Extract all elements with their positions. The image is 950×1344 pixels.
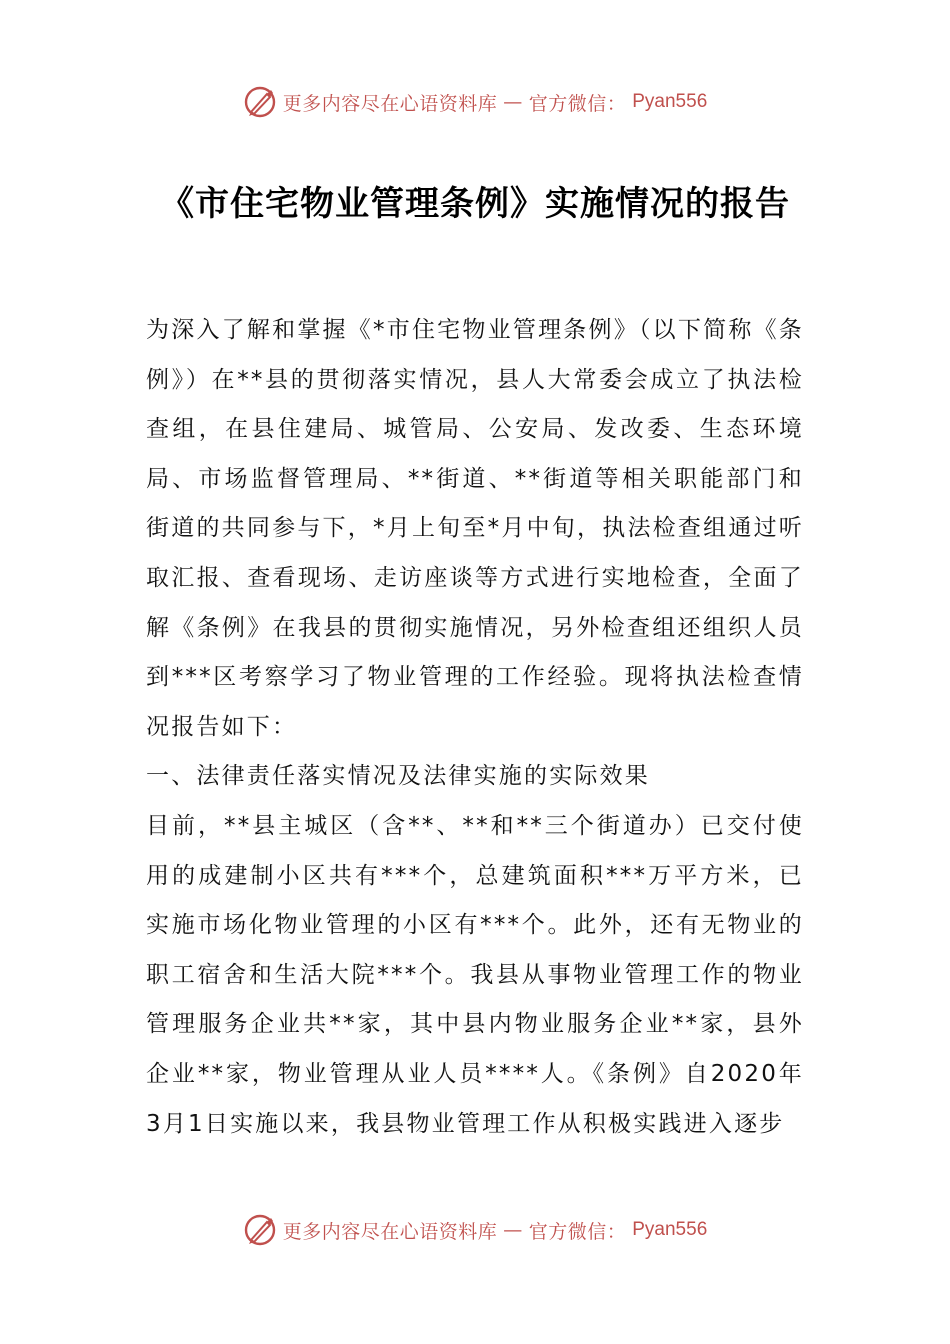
watermark-handle: Pyan556 — [632, 91, 708, 112]
document-body — [146, 306, 804, 1149]
watermark-footer — [0, 1210, 950, 1250]
watermark-label: 官方微信： — [528, 1220, 627, 1243]
watermark-header — [0, 82, 950, 122]
intro-paragraph: 为深入了解和掌握《*市住宅物业管理条例》（以下简称《条例》）在**县的贯彻落实情况，县人大常委会成立了执法检查组，在县住建局、城管局、公安局、发改委、生态环境局、市场监督管理局、**街道、**街道等相关职能部门和街道的共同参与下，*月上旬至*月中旬，执法检查组通过听取汇报、查看现场、走访座谈等方式进行实地检查，全面了解《条例》在我县的贯彻实施情况，另外检查组还组织人员到***区考察学习了物业管理的工作经验。现将执法检查情况报告如下： — [146, 317, 804, 740]
watermark-handle: Pyan556 — [632, 1219, 708, 1240]
watermark-label: 官方微信： — [528, 92, 627, 115]
pen-logo-icon — [243, 85, 277, 119]
pen-logo-icon — [243, 1213, 277, 1247]
section-paragraph: 目前，**县主城区（含**、**和**三个街道办）已交付使用的成建制小区共有***个，总建筑面积***万平方米，已实施市场化物业管理的小区有***个。此外，还有无物业的职工宿舍和生活大院***个。我县从事物业管理工作的物业管理服务企业共**家，其中县内物业服务企业**家，县外企业**家，物业管理从业人员****人。《条例》自2020年3月1日实施以来，我县物业管理工作从积极实践进入逐步 — [146, 812, 804, 1137]
watermark-text: 更多内容尽在心语资料库 — [282, 1220, 498, 1243]
watermark-dash: — — [503, 91, 523, 113]
watermark-dash: — — [503, 1219, 523, 1241]
section-heading: 一、法律责任落实情况及法律实施的实际效果 — [146, 763, 650, 790]
watermark-text: 更多内容尽在心语资料库 — [282, 92, 498, 115]
document-title: 《市住宅物业管理条例》实施情况的报告 — [160, 184, 790, 224]
